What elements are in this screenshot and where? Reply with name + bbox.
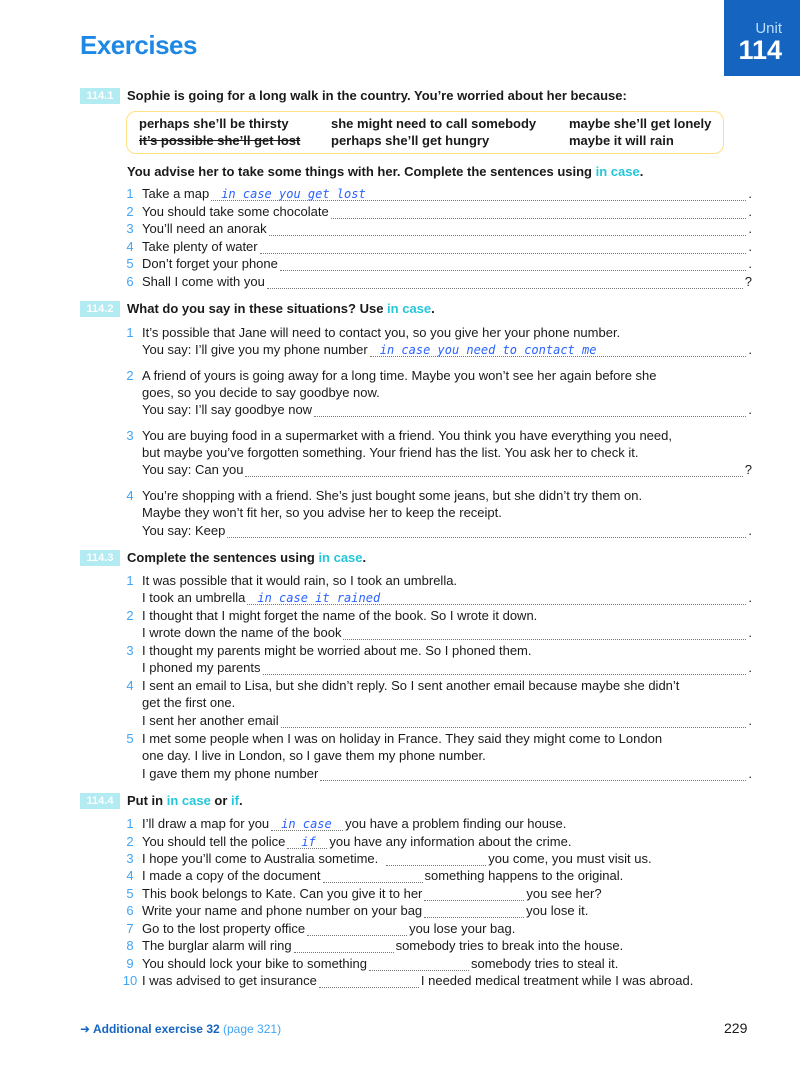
answer-blank[interactable] — [245, 466, 742, 477]
exercise-line: 3 I hope you’ll come to Australia sometime. you come, you must visit us. — [126, 851, 652, 866]
exercise-number-114-1: 114.1 — [80, 88, 120, 104]
exercise-2-instruction: What do you say in these situations? Use in case. — [127, 301, 435, 316]
exercise-line: one day. I live in London, so I gave them my phone number. — [142, 748, 486, 763]
exercise-line: 2 You should tell the police if you have any information about the crime. — [126, 834, 572, 849]
additional-exercise-link[interactable]: ➜ Additional exercise 32 (page 321) — [80, 1022, 282, 1036]
box-item: she might need to call somebody — [331, 116, 537, 131]
answer-blank[interactable] — [294, 942, 394, 953]
page-title: Exercises — [80, 30, 197, 60]
answer-blank[interactable] — [343, 629, 746, 640]
exercise-number-114-2: 114.2 — [80, 301, 120, 317]
exercise-line: 5 This book belongs to Kate. Can you give it to her you see her? — [126, 886, 602, 901]
exercise-line: I gave them my phone number . — [142, 766, 752, 781]
answer-blank[interactable] — [331, 208, 747, 219]
exercise-line: I phoned my parents . — [142, 660, 752, 675]
exercise-line: 4 You’re shopping with a friend. She’s just bought some jeans, but she didn’t try them on. — [126, 488, 643, 503]
answer-blank[interactable]: if — [287, 838, 327, 849]
answer-blank[interactable] — [320, 770, 746, 781]
exercise-line: You say: Can you ? — [142, 462, 752, 477]
answer-blank[interactable] — [260, 243, 747, 254]
exercise-line: but maybe you’ve forgotten something. Your friend has the list. You ask her to check it. — [142, 445, 639, 460]
exercise-line: 3 You’ll need an anorak . — [126, 221, 752, 236]
unit-number: 114 — [738, 35, 782, 65]
exercise-line: 6 Write your name and phone number on your bag you lose it. — [126, 903, 589, 918]
exercise-line: 10 I was advised to get insurance I needed medical treatment while I was abroad. — [122, 973, 694, 988]
box-item: perhaps she’ll be thirsty — [139, 116, 289, 131]
answer-blank[interactable] — [424, 907, 524, 918]
answer-blank[interactable] — [307, 925, 407, 936]
exercise-line: goes, so you decide to say goodbye now. — [142, 385, 380, 400]
answer-blank[interactable] — [319, 977, 419, 988]
reasons-box — [126, 111, 724, 154]
answer-blank[interactable]: in case you get lost — [211, 190, 746, 201]
exercise-line: I sent her another email . — [142, 713, 752, 728]
exercise-line: I wrote down the name of the book . — [142, 625, 752, 640]
exercise-line: 9 You should lock your bike to something somebody tries to steal it. — [126, 956, 619, 971]
answer-blank[interactable] — [386, 855, 486, 866]
answer-blank[interactable] — [323, 872, 423, 883]
answer-blank[interactable] — [314, 406, 746, 417]
answer-blank[interactable] — [267, 278, 743, 289]
exercise-line: 4 I sent an email to Lisa, but she didn’t reply. So I sent another email because maybe she didn’t — [126, 678, 680, 693]
exercise-line: Maybe they won’t fit her, so you advise her to keep the receipt. — [142, 505, 502, 520]
exercise-3-instruction: Complete the sentences using in case. — [127, 550, 367, 565]
exercise-line: 1 It was possible that it would rain, so I took an umbrella. — [126, 573, 458, 588]
answer-blank[interactable] — [263, 664, 747, 675]
exercise-line: 2 A friend of yours is going away for a long time. Maybe you won’t see her again before she — [126, 368, 657, 383]
unit-tab — [724, 0, 800, 76]
answer-blank[interactable] — [369, 960, 469, 971]
exercise-line: 1 Take a map in case you get lost . — [126, 186, 752, 201]
exercise-line: 6 Shall I come with you ? — [126, 274, 752, 289]
exercise-line: You say: I’ll give you my phone number in case you need to contact me . — [142, 342, 752, 357]
exercise-line: 1 I’ll draw a map for you in case you have a problem finding our house. — [126, 816, 567, 831]
exercise-line: You say: Keep . — [142, 523, 752, 538]
box-item: maybe she’ll get lonely — [569, 116, 712, 131]
exercise-line: 4 I made a copy of the document something happens to the original. — [126, 868, 624, 883]
box-item: perhaps she’ll get hungry — [331, 133, 490, 148]
exercise-line: 7 Go to the lost property office you lose your bag. — [126, 921, 516, 936]
answer-blank[interactable] — [281, 717, 747, 728]
exercise-line: 2 I thought that I might forget the name of the book. So I wrote it down. — [126, 608, 538, 623]
answer-blank[interactable]: in case you need to contact me — [370, 346, 747, 357]
exercise-line: 2 You should take some chocolate . — [126, 204, 752, 219]
exercise-1-instruction: Sophie is going for a long walk in the country. You’re worried about her because: — [127, 88, 627, 103]
unit-label: Unit — [755, 20, 782, 37]
box-item: maybe it will rain — [569, 133, 674, 148]
exercise-line: I took an umbrella in case it rained . — [142, 590, 752, 605]
exercise-line: 8 The burglar alarm will ring somebody tries to break into the house. — [126, 938, 624, 953]
answer-blank[interactable] — [227, 527, 746, 538]
exercise-number-114-3: 114.3 — [80, 550, 120, 566]
exercise-line: 3 I thought my parents might be worried about me. So I phoned them. — [126, 643, 532, 658]
exercise-line: get the first one. — [142, 695, 236, 710]
exercise-number-114-4: 114.4 — [80, 793, 120, 809]
answer-blank[interactable] — [269, 225, 747, 236]
exercise-line: 1 It’s possible that Jane will need to contact you, so you give her your phone number. — [126, 325, 621, 340]
page-number: 229 — [724, 1020, 748, 1036]
answer-blank[interactable] — [280, 260, 747, 271]
exercise-line: 5 Don’t forget your phone . — [126, 256, 752, 271]
exercise-1-instruction-2: You advise her to take some things with her. Complete the sentences using in case. — [127, 164, 644, 179]
answer-blank[interactable]: in case — [271, 820, 343, 831]
exercise-4-instruction: Put in in case or if. — [127, 793, 243, 808]
exercise-line: 3 You are buying food in a supermarket with a friend. You think you have everything you need, — [126, 428, 672, 443]
answer-blank[interactable] — [424, 890, 524, 901]
answer-blank[interactable]: in case it rained — [247, 594, 746, 605]
exercise-line: 4 Take plenty of water . — [126, 239, 752, 254]
exercise-line: 5 I met some people when I was on holiday in France. They said they might come to London — [126, 731, 663, 746]
exercise-line: You say: I’ll say goodbye now . — [142, 402, 752, 417]
box-item-crossed: it’s possible she’ll get lost — [139, 133, 301, 148]
